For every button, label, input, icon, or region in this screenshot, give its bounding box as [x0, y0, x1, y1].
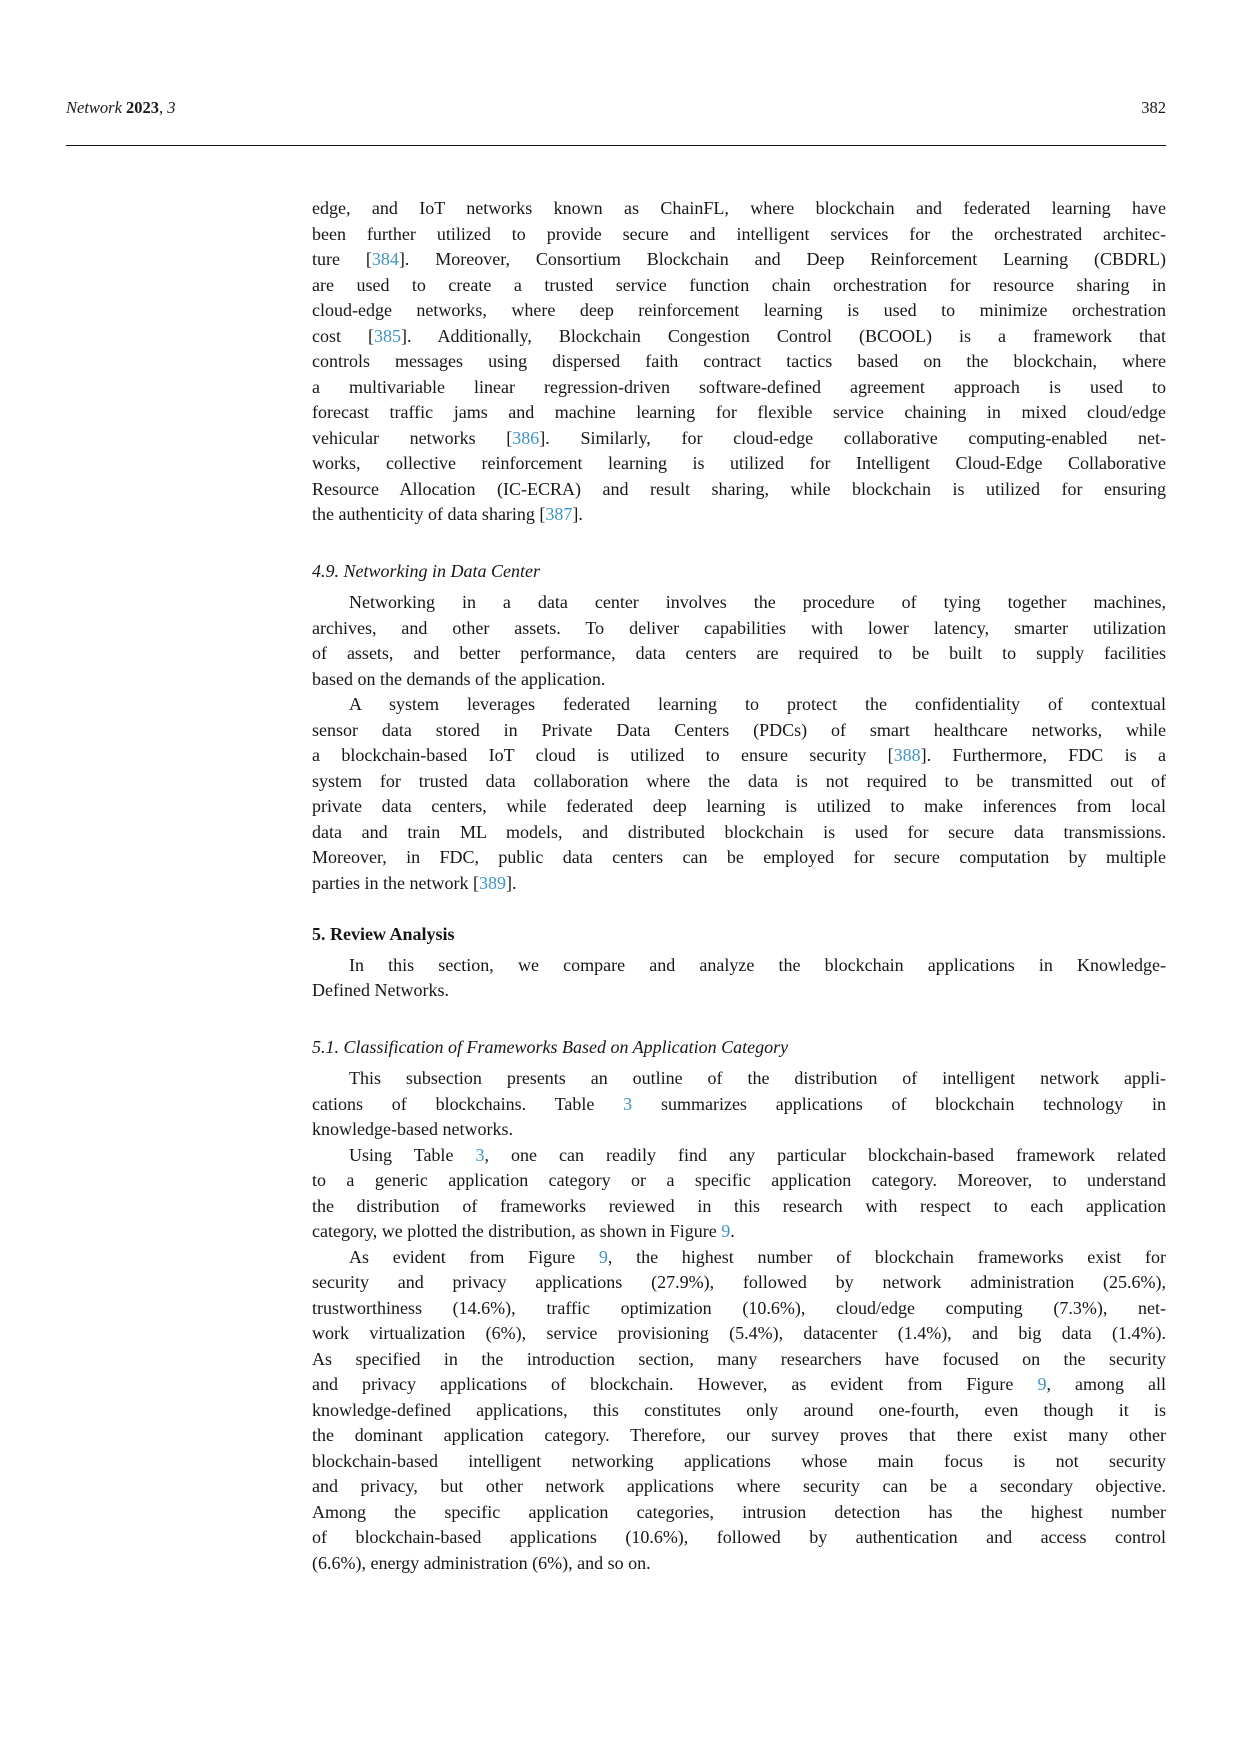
- text-line: forecast traffic jams and machine learning for flexible service chaining in mixed cloud/edge: [312, 402, 1166, 422]
- text-line: been further utilized to provide secure and intelligent services for the orchestrated architec-: [312, 223, 1166, 244]
- reference-link[interactable]: 9: [721, 1221, 731, 1241]
- text-line: vehicular networks [386]. Similarly, for cloud-edge collaborative computing-enabled net-: [312, 427, 1166, 448]
- paragraph: [312, 692, 1166, 896]
- paragraph: [312, 1143, 1166, 1245]
- text-line: security and privacy applications (27.9%), followed by network administration (25.6%),: [312, 1272, 1166, 1292]
- section-heading: 4.9. Networking in Data Center: [312, 560, 540, 581]
- text-line: category, we plotted the distribution, as shown in Figure 9.: [312, 1221, 735, 1241]
- text-line: Moreover, in FDC, public data centers can be employed for secure computation by multiple: [312, 847, 1166, 867]
- text-line: are used to create a trusted service function chain orchestration for resource sharing in: [312, 274, 1166, 295]
- reference-link[interactable]: 385: [374, 325, 402, 346]
- reference-link[interactable]: 389: [478, 872, 506, 893]
- text-line: Networking in a data center involves the procedure of tying together machines,: [349, 592, 1166, 612]
- text-line: cations of blockchains. Table 3 summarizes applications of blockchain technology in: [312, 1093, 1166, 1114]
- text-line: cost [385]. Additionally, Blockchain Congestion Control (BCOOL) is a framework that: [312, 325, 1166, 346]
- text-line: knowledge-defined applications, this constitutes only around one-fourth, even though it is: [312, 1399, 1166, 1420]
- reference-link[interactable]: 387: [545, 504, 573, 524]
- text-line: the authenticity of data sharing [387].: [312, 504, 583, 524]
- text-line: works, collective reinforcement learning is utilized for Intelligent Cloud-Edge Collaborative: [312, 453, 1166, 473]
- text-line: the dominant application category. Therefore, our survey proves that there exist many other: [312, 1425, 1166, 1445]
- paragraph: [312, 953, 1166, 1004]
- reference-link[interactable]: 388: [893, 745, 921, 765]
- text-line: cloud-edge networks, where deep reinforcement learning is used to minimize orchestration: [312, 300, 1166, 320]
- text-line: and privacy, but other network applications where security can be a secondary objective.: [312, 1476, 1166, 1496]
- page-number: 382: [1141, 98, 1166, 117]
- text-line: data and train ML models, and distributed blockchain is used for secure data transmissions.: [312, 821, 1166, 842]
- text-line: and privacy applications of blockchain. However, as evident from Figure 9, among all: [312, 1374, 1166, 1394]
- text-line: Defined Networks.: [312, 980, 449, 1000]
- text-line: work virtualization (6%), service provisioning (5.4%), datacenter (1.4%), and big data (1.4%).: [312, 1323, 1166, 1343]
- journal-year: 2023: [126, 98, 160, 117]
- reference-link[interactable]: 3: [475, 1144, 485, 1165]
- text-line: This subsection presents an outline of the distribution of intelligent network appli-: [349, 1068, 1166, 1088]
- text-line: a multivariable linear regression-driven software-defined agreement approach is used to: [312, 376, 1166, 397]
- running-head-left: [66, 98, 176, 118]
- header-rule: [66, 145, 1166, 146]
- reference-link[interactable]: 384: [371, 249, 399, 269]
- reference-link[interactable]: 3: [623, 1093, 633, 1114]
- journal-volume: 3: [167, 98, 176, 117]
- text-line: knowledge-based networks.: [312, 1119, 513, 1139]
- text-line: A system leverages federated learning to protect the confidentiality of contextual: [349, 694, 1166, 714]
- text-line: Among the specific application categories, intrusion detection has the highest number: [312, 1501, 1166, 1522]
- running-header: [66, 98, 1166, 118]
- text-line: ture [384]. Moreover, Consortium Blockchain and Deep Reinforcement Learning (CBDRL): [312, 249, 1166, 269]
- text-line: system for trusted data collaboration where the data is not required to be transmitted out of: [312, 770, 1166, 791]
- section-heading: 5.1. Classification of Frameworks Based on Application Category: [312, 1036, 789, 1057]
- text-line: blockchain-based intelligent networking applications whose main focus is not security: [312, 1450, 1166, 1471]
- text-line: As specified in the introduction section, many researchers have focused on the security: [312, 1348, 1166, 1369]
- text-line: parties in the network [389].: [312, 872, 517, 893]
- text-line: As evident from Figure 9, the highest number of blockchain frameworks exist for: [349, 1246, 1167, 1267]
- text-line: In this section, we compare and analyze the blockchain applications in Knowledge-: [349, 954, 1166, 975]
- article-body: [312, 196, 1166, 1576]
- text-line: (6.6%), energy administration (6%), and so on.: [312, 1552, 651, 1573]
- text-line: controls messages using dispersed faith contract tactics based on the blockchain, where: [312, 351, 1166, 371]
- reference-link[interactable]: 386: [512, 427, 540, 448]
- text-line: a blockchain-based IoT cloud is utilized to ensure security [388]. Furthermore, FDC is a: [312, 745, 1166, 765]
- text-line: edge, and IoT networks known as ChainFL, where blockchain and federated learning have: [312, 198, 1166, 218]
- journal-separator: ,: [159, 98, 168, 117]
- text-line: of blockchain-based applications (10.6%), followed by authentication and access control: [312, 1527, 1166, 1547]
- text-line: the distribution of frameworks reviewed in this research with respect to each application: [312, 1195, 1166, 1216]
- journal-name: Network: [66, 98, 122, 117]
- text-line: trustworthiness (14.6%), traffic optimization (10.6%), cloud/edge computing (7.3%), net-: [312, 1297, 1166, 1318]
- text-line: sensor data stored in Private Data Centers (PDCs) of smart healthcare networks, while: [312, 719, 1166, 740]
- text-line: private data centers, while federated deep learning is utilized to make inferences from local: [312, 796, 1166, 816]
- paragraph: [312, 1066, 1166, 1143]
- text-line: of assets, and better performance, data centers are required to be built to supply facilities: [312, 643, 1166, 663]
- paragraph: [312, 590, 1166, 692]
- reference-link[interactable]: 9: [1037, 1374, 1047, 1394]
- section-heading: 5. Review Analysis: [312, 924, 455, 944]
- paragraph: [312, 1245, 1166, 1577]
- text-line: Using Table 3, one can readily find any particular blockchain-based framework related: [349, 1144, 1166, 1165]
- text-line: Resource Allocation (IC-ECRA) and result sharing, while blockchain is utilized for ensuring: [312, 478, 1166, 499]
- reference-link[interactable]: 9: [598, 1246, 608, 1267]
- paragraph: [312, 196, 1166, 528]
- text-line: to a generic application category or a specific application category. Moreover, to understand: [312, 1170, 1166, 1190]
- text-line: archives, and other assets. To deliver capabilities with lower latency, smarter utilization: [312, 617, 1166, 638]
- text-line: based on the demands of the application.: [312, 668, 606, 689]
